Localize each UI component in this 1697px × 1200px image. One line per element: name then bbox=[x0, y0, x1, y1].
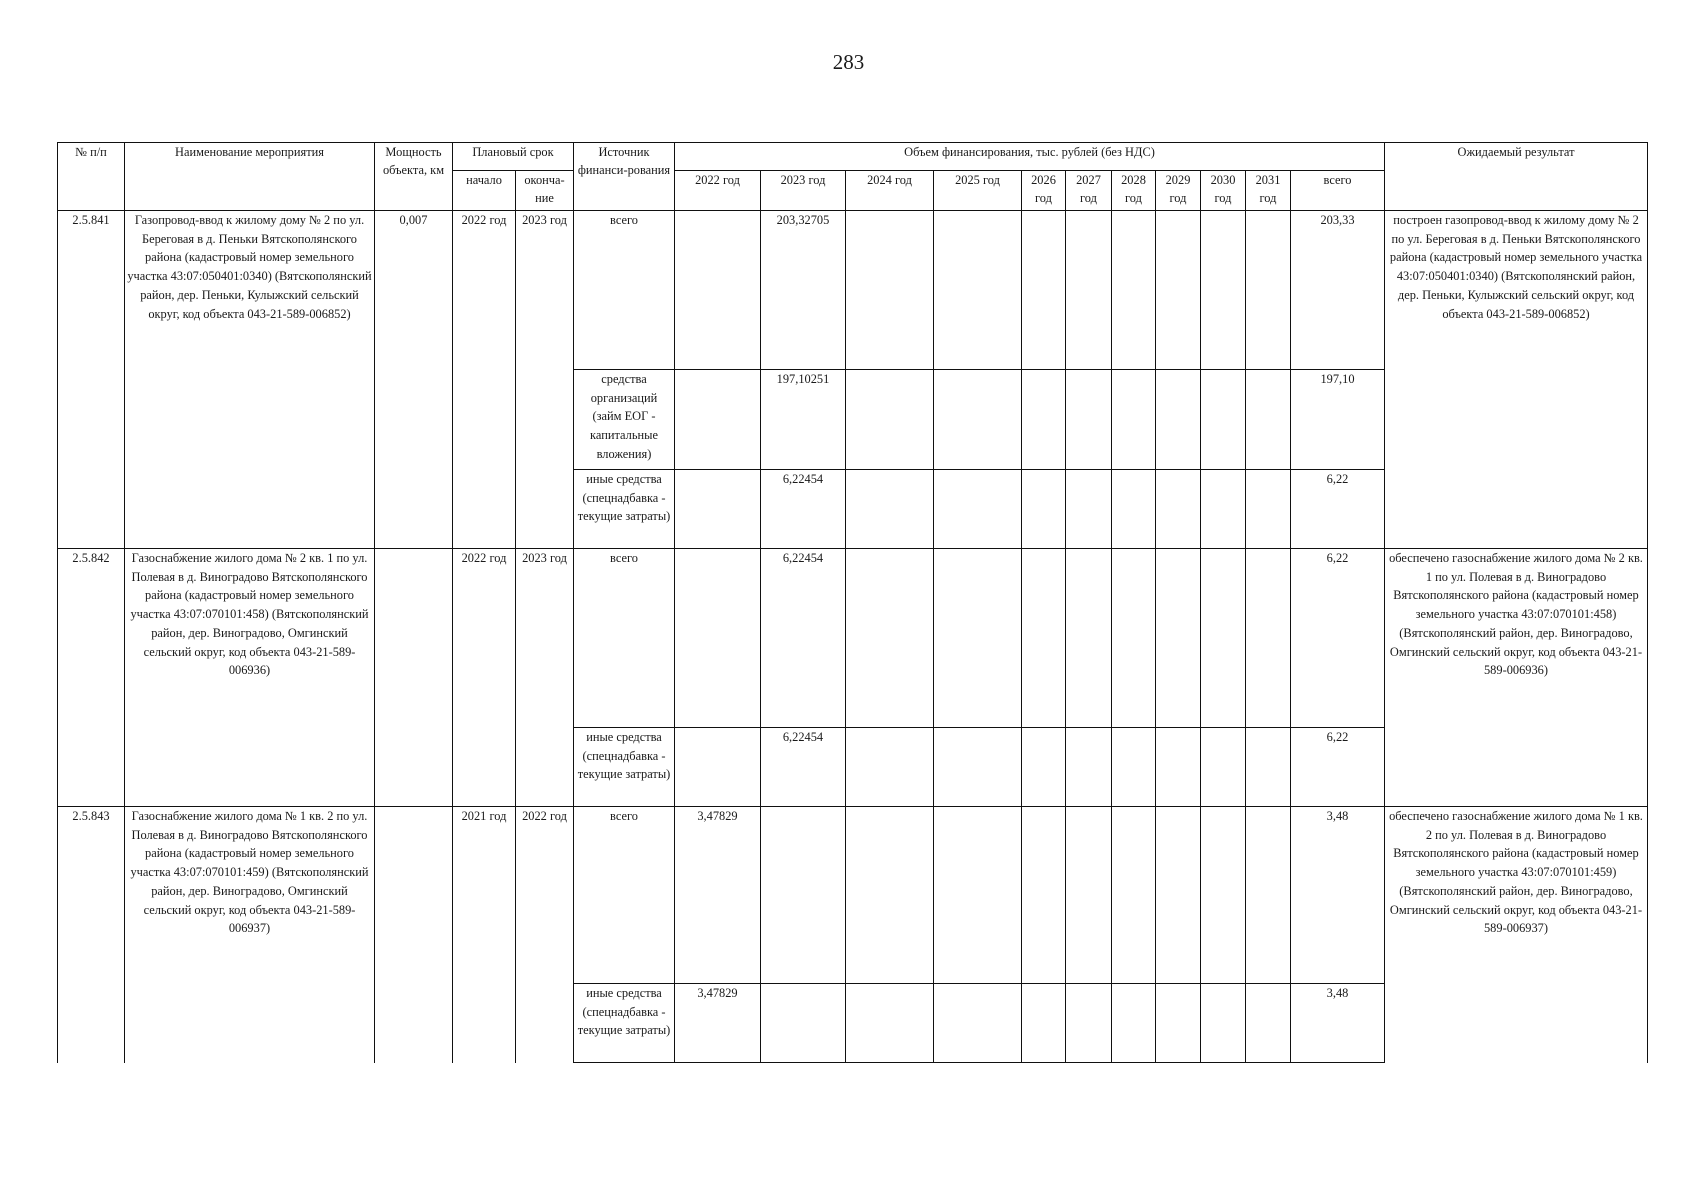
value-2022 bbox=[675, 549, 761, 728]
row-num: 2.5.843 bbox=[58, 807, 125, 1063]
value-2022 bbox=[675, 370, 761, 470]
value-2022 bbox=[675, 728, 761, 807]
source-cell: всего bbox=[574, 211, 675, 370]
value-2023: 6,22454 bbox=[761, 549, 846, 728]
header-year-2025: 2025 год bbox=[934, 171, 1022, 211]
value-2022 bbox=[675, 470, 761, 549]
value-total: 6,22 bbox=[1291, 470, 1385, 549]
header-year-2023: 2023 год bbox=[761, 171, 846, 211]
source-cell: всего bbox=[574, 807, 675, 984]
source-cell: иные средства (спецнадбавка - текущие затраты) bbox=[574, 470, 675, 549]
header-year-2029: 2029 год bbox=[1156, 171, 1201, 211]
header-power: Мощность объекта, км bbox=[375, 143, 453, 211]
row-start: 2022 год bbox=[453, 549, 516, 807]
header-term: Плановый срок bbox=[453, 143, 574, 171]
header-year-2030: 2030 год bbox=[1201, 171, 1246, 211]
header-result: Ожидаемый результат bbox=[1385, 143, 1648, 211]
row-power: 0,007 bbox=[375, 211, 453, 549]
source-cell: иные средства (спецнадбавка - текущие затраты) bbox=[574, 728, 675, 807]
header-year-2024: 2024 год bbox=[846, 171, 934, 211]
value-2022: 3,47829 bbox=[675, 807, 761, 984]
row-name: Газопровод-ввод к жилому дому № 2 по ул. Береговая в д. Пеньки Вятскополянского района (кадастровый номер земельного участка 43:07:050401:0340) (Вятскополянский район, дер. Пеньки, Кулыжский сельский округ, код объекта 043-21-589-006852) bbox=[125, 211, 375, 549]
row-name: Газоснабжение жилого дома № 2 кв. 1 по ул. Полевая в д. Виноградово Вятскополянского района (кадастровый номер земельного участка 43:07:070101:458) (Вятскополянский район, дер. Виноградово, Омгинский сельский округ, код объекта 043-21-589-006936) bbox=[125, 549, 375, 807]
page-number: 283 bbox=[832, 50, 865, 74]
table-row bbox=[58, 807, 1648, 984]
row-num: 2.5.842 bbox=[58, 549, 125, 807]
value-2023: 6,22454 bbox=[761, 470, 846, 549]
row-end: 2023 год bbox=[516, 549, 574, 807]
row-power bbox=[375, 807, 453, 1063]
value-2022: 3,47829 bbox=[675, 984, 761, 1063]
header-year-2026: 2026 год bbox=[1022, 171, 1066, 211]
header-total: всего bbox=[1291, 171, 1385, 211]
value-total: 6,22 bbox=[1291, 728, 1385, 807]
value-2023: 6,22454 bbox=[761, 728, 846, 807]
header-year-2022: 2022 год bbox=[675, 171, 761, 211]
header-year-2027: 2027 год bbox=[1066, 171, 1112, 211]
financing-table bbox=[57, 142, 1648, 1063]
row-name: Газоснабжение жилого дома № 1 кв. 2 по ул. Полевая в д. Виноградово Вятскополянского района (кадастровый номер земельного участка 43:07:070101:459) (Вятскополянский район, дер. Виноградово, Омгинский сельский округ, код объекта 043-21-589-006937) bbox=[125, 807, 375, 1063]
header-num: № п/п bbox=[58, 143, 125, 211]
value-2023 bbox=[761, 984, 846, 1063]
value-total: 6,22 bbox=[1291, 549, 1385, 728]
row-num: 2.5.841 bbox=[58, 211, 125, 549]
value-2023: 203,32705 bbox=[761, 211, 846, 370]
table-row bbox=[58, 211, 1648, 370]
value-total: 3,48 bbox=[1291, 807, 1385, 984]
value-2023: 197,10251 bbox=[761, 370, 846, 470]
table-row bbox=[58, 549, 1648, 728]
header-volume: Объем финансирования, тыс. рублей (без НДС) bbox=[675, 143, 1385, 171]
value-2023 bbox=[761, 807, 846, 984]
header-term-start: начало bbox=[453, 171, 516, 211]
value-total: 3,48 bbox=[1291, 984, 1385, 1063]
row-end: 2023 год bbox=[516, 211, 574, 549]
row-result: построен газопровод-ввод к жилому дому № 2 по ул. Береговая в д. Пеньки Вятскополянского района (кадастровый номер земельного участка 43:07:050401:0340) (Вятскополянский район, дер. Пеньки, Кулыжский сельский округ, код объекта 043-21-589-006852) bbox=[1385, 211, 1648, 549]
value-total: 203,33 bbox=[1291, 211, 1385, 370]
source-cell: средства организаций (займ ЕОГ - капитальные вложения) bbox=[574, 370, 675, 470]
source-cell: иные средства (спецнадбавка - текущие затраты) bbox=[574, 984, 675, 1063]
header-year-2031: 2031 год bbox=[1246, 171, 1291, 211]
header-source: Источник финанси-рования bbox=[574, 143, 675, 211]
source-cell: всего bbox=[574, 549, 675, 728]
row-start: 2022 год bbox=[453, 211, 516, 549]
value-2022 bbox=[675, 211, 761, 370]
header-name: Наименование мероприятия bbox=[125, 143, 375, 211]
row-power bbox=[375, 549, 453, 807]
header-year-2028: 2028 год bbox=[1112, 171, 1156, 211]
row-result: обеспечено газоснабжение жилого дома № 1 кв. 2 по ул. Полевая в д. Виноградово Вятскополянского района (кадастровый номер земельного участка 43:07:070101:459) (Вятскополянский район, дер. Виноградово, Омгинский сельский округ, код объекта 043-21-589-006937) bbox=[1385, 807, 1648, 1063]
row-start: 2021 год bbox=[453, 807, 516, 1063]
value-total: 197,10 bbox=[1291, 370, 1385, 470]
row-result: обеспечено газоснабжение жилого дома № 2 кв. 1 по ул. Полевая в д. Виноградово Вятскополянского района (кадастровый номер земельного участка 43:07:070101:458) (Вятскополянский район, дер. Виноградово, Омгинский сельский округ, код объекта 043-21-589-006936) bbox=[1385, 549, 1648, 807]
row-end: 2022 год bbox=[516, 807, 574, 1063]
header-term-end: оконча-ние bbox=[516, 171, 574, 211]
